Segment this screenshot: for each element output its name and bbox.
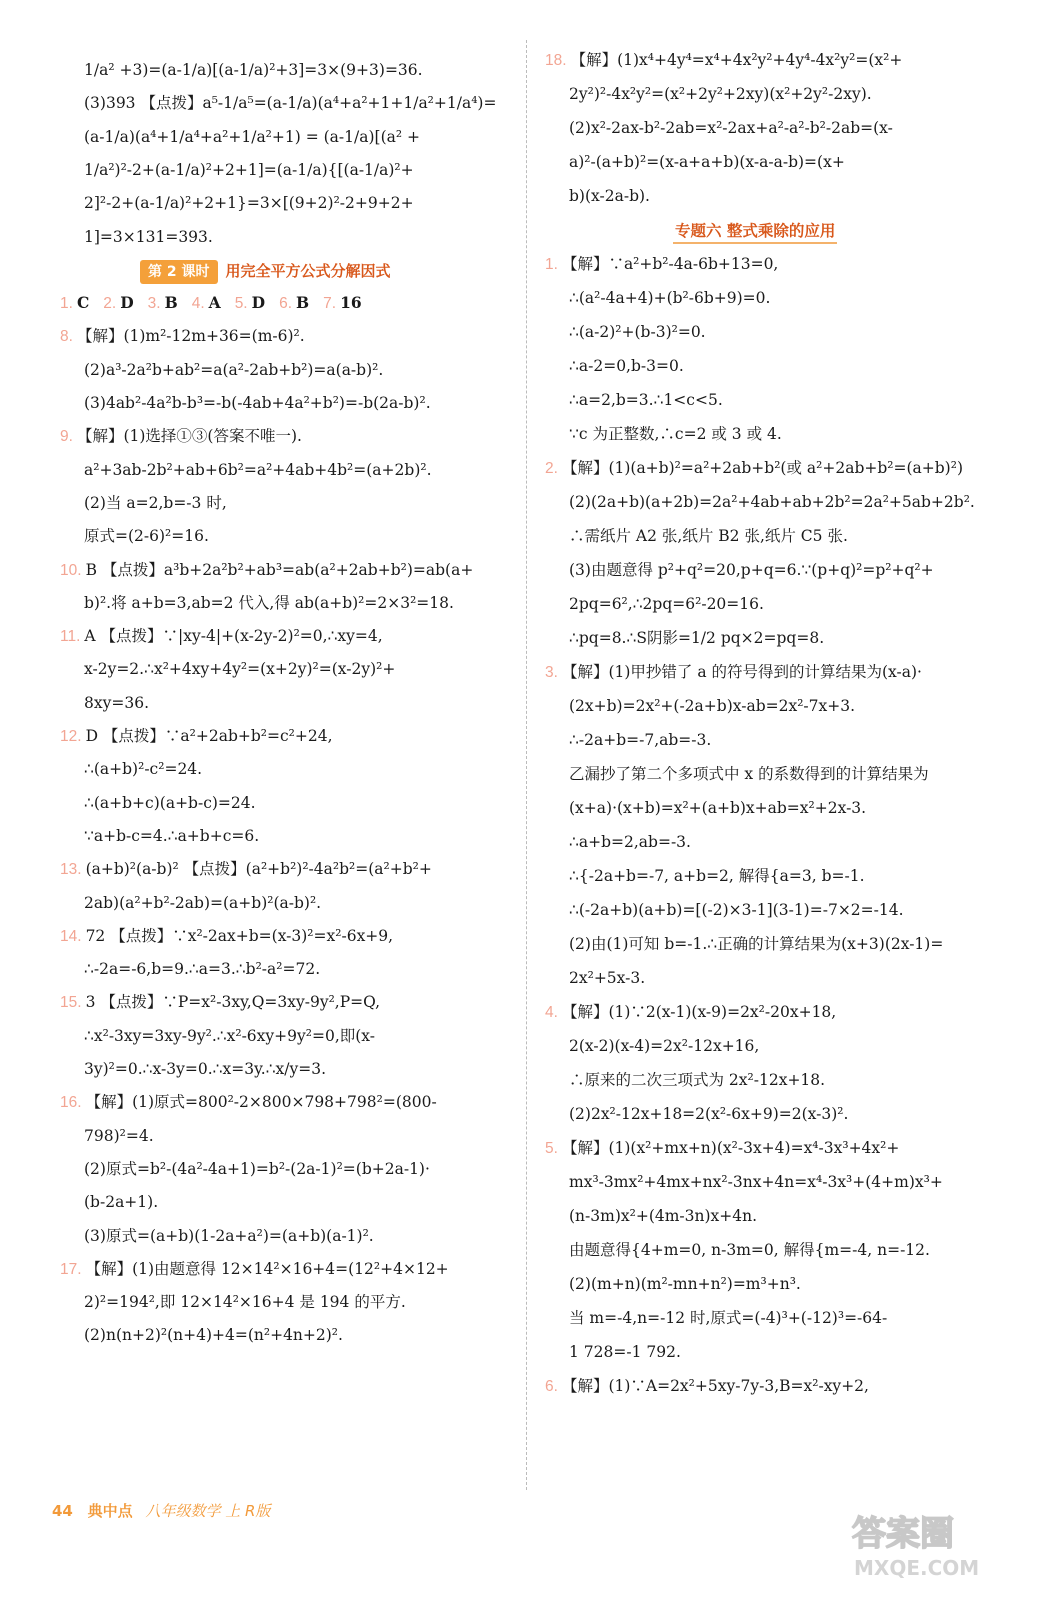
answer-text: mx³-3mx²+4mx+nx²-3nx+4n=x⁴-3x³+(4+m)x³+ xyxy=(569,1173,943,1191)
answer-text: (2)由(1)可知 b=-1.∴正确的计算结果为(x+3)(2x-1)= xyxy=(569,935,944,953)
answer-line xyxy=(60,1325,343,1345)
answer-text: 1]=3×131=393. xyxy=(84,227,213,246)
answer-line xyxy=(545,1002,836,1023)
page-footer xyxy=(52,1500,270,1522)
answer-line xyxy=(60,959,320,979)
answer-text: 2)²=194²,即 12×14²×16+4 是 194 的平方. xyxy=(84,1293,406,1312)
answer-text: 【解】(1)选择①③(答案不唯一). xyxy=(76,427,302,446)
question-number: 10. xyxy=(60,561,82,579)
answer-line xyxy=(60,1192,158,1212)
question-number: 6. xyxy=(545,1378,558,1395)
question-number: 14. xyxy=(60,927,82,945)
question-number: 1. xyxy=(545,256,558,273)
answer-line xyxy=(545,1308,887,1328)
answer-text: 【解】(1)m²-12m+36=(m-6)². xyxy=(76,327,305,346)
brand-logo: 典中点 xyxy=(87,1502,133,1520)
answer-line xyxy=(60,1026,375,1046)
answer-text: 1/a² +3)=(a-1/a)[(a-1/a)²+3]=3×(9+3)=36. xyxy=(84,61,423,79)
answer-text: ∴(a+b+c)(a+b-c)=24. xyxy=(84,793,256,812)
watermark-text-main: 答案圈 xyxy=(852,1514,954,1554)
answer-line xyxy=(545,492,975,512)
answer-text: 原式=(2-6)²=16. xyxy=(84,527,209,546)
question-number: 17. xyxy=(60,1260,82,1278)
answer-text: (3)393 【点拨】a⁵-1/a⁵=(a-1/a)(a⁴+a²+1+1/a²+1/a⁴)= xyxy=(84,94,497,113)
answer-line xyxy=(545,1138,899,1159)
answer-line xyxy=(60,659,395,679)
answer-text: 2pq=6²,∴2pq=6²-20=16. xyxy=(569,595,764,613)
answer-line xyxy=(545,458,963,479)
answer-text: 1/a²)²-2+(a-1/a)²+2+1]=(a-1/a){[(a-1/a)²+ xyxy=(84,160,414,179)
question-number: 9. xyxy=(60,428,73,446)
answer-line xyxy=(545,356,684,376)
choice-answer: 16 xyxy=(340,293,362,313)
answer-line xyxy=(545,866,865,886)
question-number: 4. xyxy=(191,295,205,313)
answer-text: a²+3ab-2b²+ab+6b²=a²+4ab+4b²=(a+2b)². xyxy=(84,460,432,479)
book-title: 八年级数学 上 R版 xyxy=(145,1502,271,1520)
question-number: 3. xyxy=(147,295,161,313)
answer-line xyxy=(60,127,420,147)
answer-line xyxy=(60,793,256,813)
answer-text: ∴a-2=0,b-3=0. xyxy=(569,357,684,375)
answer-line xyxy=(60,360,383,380)
answer-line xyxy=(545,662,922,683)
answer-text: 2x²+5x-3. xyxy=(569,969,646,987)
answer-line xyxy=(545,628,824,648)
answer-text: 【解】(1)∵2(x-1)(x-9)=2x²-20x+18, xyxy=(561,1003,837,1021)
answer-text: ∴-2a+b=-7,ab=-3. xyxy=(569,731,712,749)
answer-line xyxy=(545,1240,930,1260)
answer-line xyxy=(60,460,432,480)
answer-line xyxy=(545,1070,825,1090)
answer-text: 【解】(1)(x²+mx+n)(x²-3x+4)=x⁴-3x³+4x²+ xyxy=(561,1139,900,1157)
answer-text: ∴pq=8.∴S阴影=1/2 pq×2=pq=8. xyxy=(569,629,825,647)
answer-line xyxy=(545,764,929,784)
answer-line xyxy=(545,1036,759,1056)
answer-text: ∴a+b=2,ab=-3. xyxy=(569,833,691,851)
answer-text: (2)(2a+b)(a+2b)=2a²+4ab+ab+2b²=2a²+5ab+2b². xyxy=(569,493,975,511)
answer-text: 1 728=-1 792. xyxy=(569,1343,681,1361)
question-number: 8. xyxy=(60,328,73,346)
answer-line xyxy=(60,426,302,447)
choice-answer: C xyxy=(76,293,90,313)
answer-line xyxy=(545,186,650,206)
answer-text: 【解】(1)原式=800²-2×800×798+798²=(800- xyxy=(85,1093,437,1112)
question-number: 2. xyxy=(103,295,117,313)
answer-text: (3)原式=(a+b)(1-2a+a²)=(a+b)(a-1)². xyxy=(84,1226,374,1245)
choice-answers-row xyxy=(60,293,376,314)
answer-text: 由题意得{4+m=0, n-3m=0, 解得{m=-4, n=-12. xyxy=(569,1241,930,1259)
answer-line xyxy=(545,424,782,444)
answer-line xyxy=(545,832,691,852)
answer-text: A 【点拨】∵|xy-4|+(x-2y-2)²=0,∴xy=4, xyxy=(84,627,383,646)
answer-line xyxy=(545,84,872,104)
answer-text: (n-3m)x²+(4m-3n)x+4n. xyxy=(569,1207,758,1225)
answer-text: B 【点拨】a³b+2a²b²+ab³=ab(a²+2ab+b²)=ab(a+ xyxy=(85,560,474,579)
answer-line xyxy=(60,726,333,747)
answer-text: 当 m=-4,n=-12 时,原式=(-4)³+(-12)³=-64- xyxy=(569,1309,888,1327)
choice-answer: A xyxy=(208,293,221,313)
choice-answer: B xyxy=(164,293,178,313)
answer-text: ∴{-2a+b=-7, a+b=2, 解得{a=3, b=-1. xyxy=(569,867,865,885)
section-heading xyxy=(140,260,391,284)
answer-line xyxy=(545,696,855,716)
question-number: 15. xyxy=(60,994,82,1012)
question-number: 11. xyxy=(60,628,81,646)
answer-text: (b-2a+1). xyxy=(84,1193,159,1212)
answer-line xyxy=(60,926,393,947)
answer-line xyxy=(60,393,431,413)
answer-line xyxy=(545,594,764,614)
answer-line xyxy=(60,160,414,180)
answer-text: (2)n(n+2)²(n+4)+4=(n²+4n+2)². xyxy=(84,1326,343,1345)
answer-line xyxy=(60,193,414,213)
answer-text: (2)(m+n)(m²-mn+n²)=m³+n³. xyxy=(569,1275,801,1293)
answer-text: 2y²)²-4x²y²=(x²+2y²+2xy)(x²+2y²-2xy). xyxy=(569,85,872,103)
answer-line xyxy=(545,1342,681,1362)
answer-line xyxy=(545,1172,943,1192)
answer-line xyxy=(545,1376,869,1397)
question-number: 3. xyxy=(545,664,558,681)
answer-text: 2ab)(a²+b²-2ab)=(a+b)²(a-b)². xyxy=(84,893,322,912)
answer-text: ∴需纸片 A2 张,纸片 B2 张,纸片 C5 张. xyxy=(569,527,848,545)
answer-text: 3 【点拨】∵P=x²-3xy,Q=3xy-9y²,P=Q, xyxy=(85,993,381,1012)
answer-text: (a+b)²(a-b)² 【点拨】(a²+b²)²-4a²b²=(a²+b²+ xyxy=(85,860,432,879)
question-number: 6. xyxy=(279,295,293,313)
answer-line xyxy=(545,1104,848,1124)
choice-answer: D xyxy=(251,293,266,313)
question-number: 5. xyxy=(545,1140,558,1157)
answer-text: 【解】(1)x⁴+4y⁴=x⁴+4x²y²+4y⁴-4x²y²=(x²+ xyxy=(570,51,903,69)
question-number: 16. xyxy=(60,1094,82,1112)
answer-line xyxy=(60,1159,430,1179)
answer-line xyxy=(60,1259,449,1280)
answer-line xyxy=(545,152,845,172)
answer-text: ∴x²-3xy=3xy-9y².∴x²-6xy+9y²=0,即(x- xyxy=(84,1026,376,1045)
answer-text: ∴-2a=-6,b=9.∴a=3.∴b²-a²=72. xyxy=(84,960,321,979)
answer-line xyxy=(60,826,259,846)
watermark-text-url: MXQE.COM xyxy=(854,1556,980,1580)
question-number: 13. xyxy=(60,861,82,879)
answer-text: ∵a+b-c=4.∴a+b+c=6. xyxy=(84,826,260,845)
answer-line xyxy=(545,322,706,342)
watermark-logo xyxy=(842,1503,1002,1583)
answer-text: 3y)²=0.∴x-3y=0.∴x=3y.∴x/y=3. xyxy=(84,1060,327,1078)
answer-line xyxy=(60,992,380,1013)
answer-text: 798)²=4. xyxy=(84,1126,154,1145)
answer-text: 8xy=36. xyxy=(84,693,149,712)
answer-line xyxy=(60,1292,406,1312)
topic-heading: 专题六 整式乘除的应用 xyxy=(673,220,837,244)
answer-text: (3)4ab²-4a²b-b³=-b(-4ab+4a²+b²)=-b(2a-b)². xyxy=(84,394,431,412)
answer-text: (2)原式=b²-(4a²-4a+1)=b²-(2a-1)²=(b+2a-1)· xyxy=(84,1159,430,1178)
answer-line xyxy=(545,50,902,71)
choice-answer: B xyxy=(296,293,310,313)
question-number: 1. xyxy=(60,295,73,313)
answer-text: 72 【点拨】∵x²-2ax+b=(x-3)²=x²-6x+9, xyxy=(85,926,394,945)
answer-text: (3)由题意得 p²+q²=20,p+q=6.∵(p+q)²=p²+q²+ xyxy=(569,561,934,579)
answer-line xyxy=(60,893,321,913)
answer-text: b)².将 a+b=3,ab=2 代入,得 ab(a+b)²=2×3²=18. xyxy=(84,593,454,612)
answer-line xyxy=(60,693,149,713)
answer-line xyxy=(545,118,893,138)
answer-line xyxy=(545,254,778,275)
answer-line xyxy=(545,1274,801,1294)
question-number: 2. xyxy=(545,460,558,477)
question-number: 18. xyxy=(545,52,567,69)
answer-line xyxy=(60,1226,374,1246)
answer-line xyxy=(545,526,848,546)
answer-line xyxy=(545,560,934,580)
answer-line xyxy=(60,93,496,113)
answer-text: 【解】(1)甲抄错了 a 的符号得到的计算结果为(x-a)· xyxy=(561,663,922,681)
answer-text: ∴a=2,b=3.∴1<c<5. xyxy=(569,391,723,409)
answer-text: 乙漏抄了第二个多项式中 x 的系数得到的计算结果为 xyxy=(569,765,929,783)
answer-line xyxy=(545,390,723,410)
answer-line xyxy=(545,1206,757,1226)
answer-text: 2]²-2+(a-1/a)²+2+1}=3×[(9+2)²-2+9+2+ xyxy=(84,194,414,213)
question-number: 4. xyxy=(545,1004,558,1021)
answer-text: 【解】(1)(a+b)²=a²+2ab+b²(或 a²+2ab+b²=(a+b)²) xyxy=(561,459,963,477)
answer-line xyxy=(60,60,423,80)
answer-text: ∴(a-2)²+(b-3)²=0. xyxy=(569,323,706,341)
answer-line xyxy=(60,593,454,613)
answer-text: ∴原来的二次三项式为 2x²-12x+18. xyxy=(569,1071,826,1089)
answer-text: 【解】∵a²+b²-4a-6b+13=0, xyxy=(561,255,779,273)
answer-text: ∴(a+b)²-c²=24. xyxy=(84,760,203,779)
answer-line xyxy=(60,526,209,546)
question-number: 7. xyxy=(323,295,337,313)
answer-line xyxy=(60,759,202,779)
answer-text: 【解】(1)∵A=2x²+5xy-7y-3,B=x²-xy+2, xyxy=(561,1377,869,1395)
lesson-badge: 第 2 课时 xyxy=(140,260,218,284)
answer-line xyxy=(60,1059,326,1079)
answer-text: (2)当 a=2,b=-3 时, xyxy=(84,493,227,512)
page-number: 44 xyxy=(52,1502,73,1520)
answer-line xyxy=(545,798,866,818)
answer-line xyxy=(545,934,943,954)
choice-answer: D xyxy=(120,293,134,313)
answer-line xyxy=(60,326,305,347)
answer-text: b)(x-2a-b). xyxy=(569,187,650,205)
answer-text: ∴(a²-4a+4)+(b²-6b+9)=0. xyxy=(569,289,771,307)
answer-line xyxy=(545,730,711,750)
answer-text: 【解】(1)由题意得 12×14²×16+4=(12²+4×12+ xyxy=(85,1259,449,1278)
answer-line xyxy=(60,1092,437,1113)
question-number: 12. xyxy=(60,728,82,745)
question-number: 5. xyxy=(234,295,248,313)
answer-line xyxy=(60,493,227,513)
answer-line xyxy=(60,227,213,247)
answer-text: 2(x-2)(x-4)=2x²-12x+16, xyxy=(569,1037,760,1055)
answer-text: (2)2x²-12x+18=2(x²-6x+9)=2(x-3)². xyxy=(569,1105,849,1123)
answer-line xyxy=(545,900,904,920)
answer-text: ∴(-2a+b)(a+b)=[(-2)×3-1](3-1)=-7×2=-14. xyxy=(569,901,904,919)
answer-line xyxy=(545,288,770,308)
answer-text: (x+a)·(x+b)=x²+(a+b)x+ab=x²+2x-3. xyxy=(569,799,867,817)
answer-text: ∵c 为正整数,∴c=2 或 3 或 4. xyxy=(569,425,782,443)
answer-text: (2)x²-2ax-b²-2ab=x²-2ax+a²-a²-b²-2ab=(x- xyxy=(569,119,893,137)
answer-line xyxy=(60,1126,154,1146)
answer-line xyxy=(545,968,645,988)
answer-text: (a-1/a)(a⁴+1/a⁴+a²+1/a²+1) = (a-1/a)[(a² + xyxy=(84,127,420,146)
column-divider xyxy=(526,40,527,1490)
answer-line xyxy=(60,560,473,581)
answer-text: D 【点拨】∵a²+2ab+b²=c²+24, xyxy=(85,727,333,745)
answer-text: x-2y=2.∴x²+4xy+4y²=(x+2y)²=(x-2y)²+ xyxy=(84,660,396,679)
answer-text: (2x+b)=2x²+(-2a+b)x-ab=2x²-7x+3. xyxy=(569,697,856,715)
answer-text: a)²-(a+b)²=(x-a+a+b)(x-a-a-b)=(x+ xyxy=(569,153,845,171)
answer-line xyxy=(60,859,432,880)
answer-text: (2)a³-2a²b+ab²=a(a²-2ab+b²)=a(a-b)². xyxy=(84,360,384,379)
section-title: 用完全平方公式分解因式 xyxy=(225,261,391,280)
answer-line xyxy=(60,626,383,647)
